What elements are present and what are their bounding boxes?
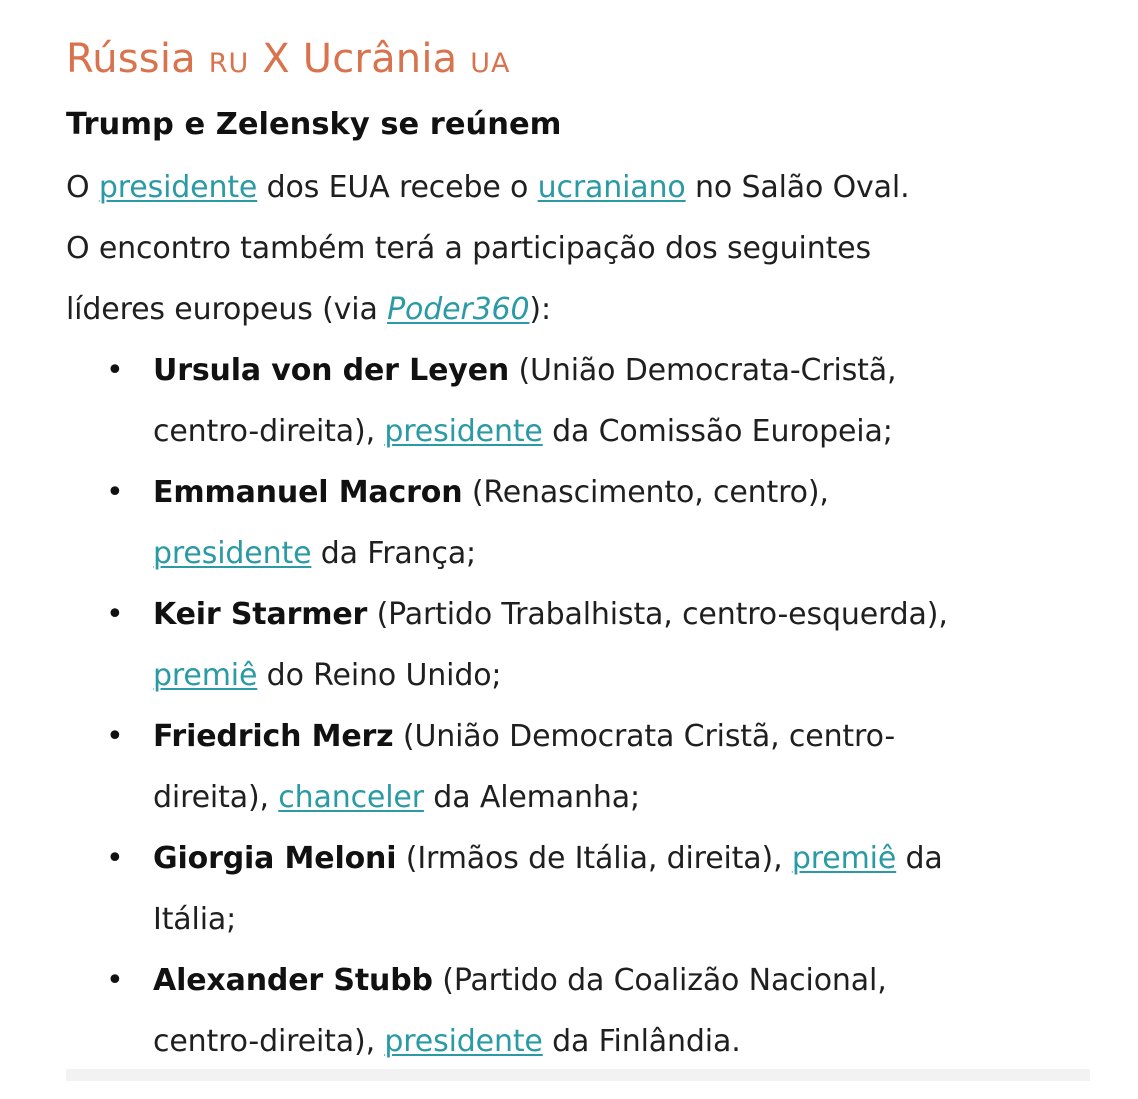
bullet-icon: • [106,353,124,388]
russia-flag-icon: RU [208,48,250,79]
bullet-icon: • [106,841,124,876]
list-item-line [153,340,1090,401]
leader-party: (Renascimento, centro), [462,475,829,510]
list-item-line [153,767,1090,828]
list-item-line [153,584,1090,645]
section-divider [66,1069,1090,1081]
list-item [66,706,1090,828]
list-item-line [153,706,1090,767]
list-item [66,462,1090,584]
leader-role-rest: da Comissão Europeia; [542,414,893,449]
list-item [66,584,1090,706]
bullet-icon: • [106,475,124,510]
leader-role-link[interactable]: premiê [791,841,897,876]
list-item-line [153,1011,1090,1072]
leader-role-rest: da Alemanha; [423,780,640,815]
leader-party: direita), [153,780,279,815]
list-item-line [153,828,1090,889]
leader-party: (União Democrata-Cristã, [509,353,897,388]
list-item [66,340,1090,462]
heading-country-russia: Rússia [66,36,196,82]
intro-line-2: O encontro também terá a participação dos seguintes [66,231,871,266]
section-heading [66,30,1090,93]
heading-country-ukraine: Ucrânia [302,36,458,82]
leader-role-rest: do Reino Unido; [257,658,502,693]
leader-name: Alexander Stubb [153,963,433,998]
leader-role-rest: Itália; [153,902,237,937]
link-presidente-eua[interactable]: presidente [98,170,258,205]
intro-text: no Salão Oval. [685,170,910,205]
leader-name: Giorgia Meloni [153,841,397,876]
leader-role-link[interactable]: presidente [384,414,543,449]
link-poder360[interactable]: Poder360 [387,292,530,327]
leader-role-link[interactable]: presidente [384,1024,543,1059]
list-item-line [153,523,1090,584]
list-item [66,828,1090,950]
list-item-line [153,462,1090,523]
intro-text: O [66,170,99,205]
list-item-line [153,950,1090,1011]
link-ucraniano[interactable]: ucraniano [537,170,686,205]
bullet-icon: • [106,719,124,754]
leader-party: centro-direita), [153,414,385,449]
intro-line-1 [66,157,1090,218]
intro-line-3 [66,279,1090,340]
ukraine-flag-icon: UA [470,48,511,79]
list-item-line [153,645,1090,706]
leader-name: Emmanuel Macron [153,475,463,510]
list-item-line [153,401,1090,462]
article-subheading: Trump e Zelensky se reúnem [66,107,562,142]
leader-role-link[interactable]: premiê [153,658,258,693]
heading-separator: X [262,36,290,82]
bullet-icon: • [106,597,124,632]
leader-party: centro-direita), [153,1024,385,1059]
leader-party: (Irmãos de Itália, direita), [396,841,792,876]
leaders-list [66,340,1090,1072]
intro-text: dos EUA recebe o [257,170,538,205]
list-item-line [153,889,1090,950]
leader-role-rest: da [896,841,943,876]
intro-text: líderes europeus (via [66,292,388,327]
leader-role-link[interactable]: presidente [153,536,312,571]
leader-party: (Partido da Coalizão Nacional, [432,963,887,998]
leader-name: Ursula von der Leyen [153,353,510,388]
leader-role-rest: da França; [311,536,477,571]
bullet-icon: • [106,963,124,998]
leader-name: Friedrich Merz [153,719,394,754]
intro-text: ): [529,292,551,327]
list-item [66,950,1090,1072]
leader-name: Keir Starmer [153,597,368,632]
leader-party: (Partido Trabalhista, centro-esquerda), [367,597,948,632]
leader-role-rest: da Finlândia. [542,1024,741,1059]
leader-party: (União Democrata Cristã, centro- [393,719,896,754]
news-section [66,30,1090,1072]
leader-role-link[interactable]: chanceler [278,780,424,815]
intro-paragraph [66,157,1090,340]
